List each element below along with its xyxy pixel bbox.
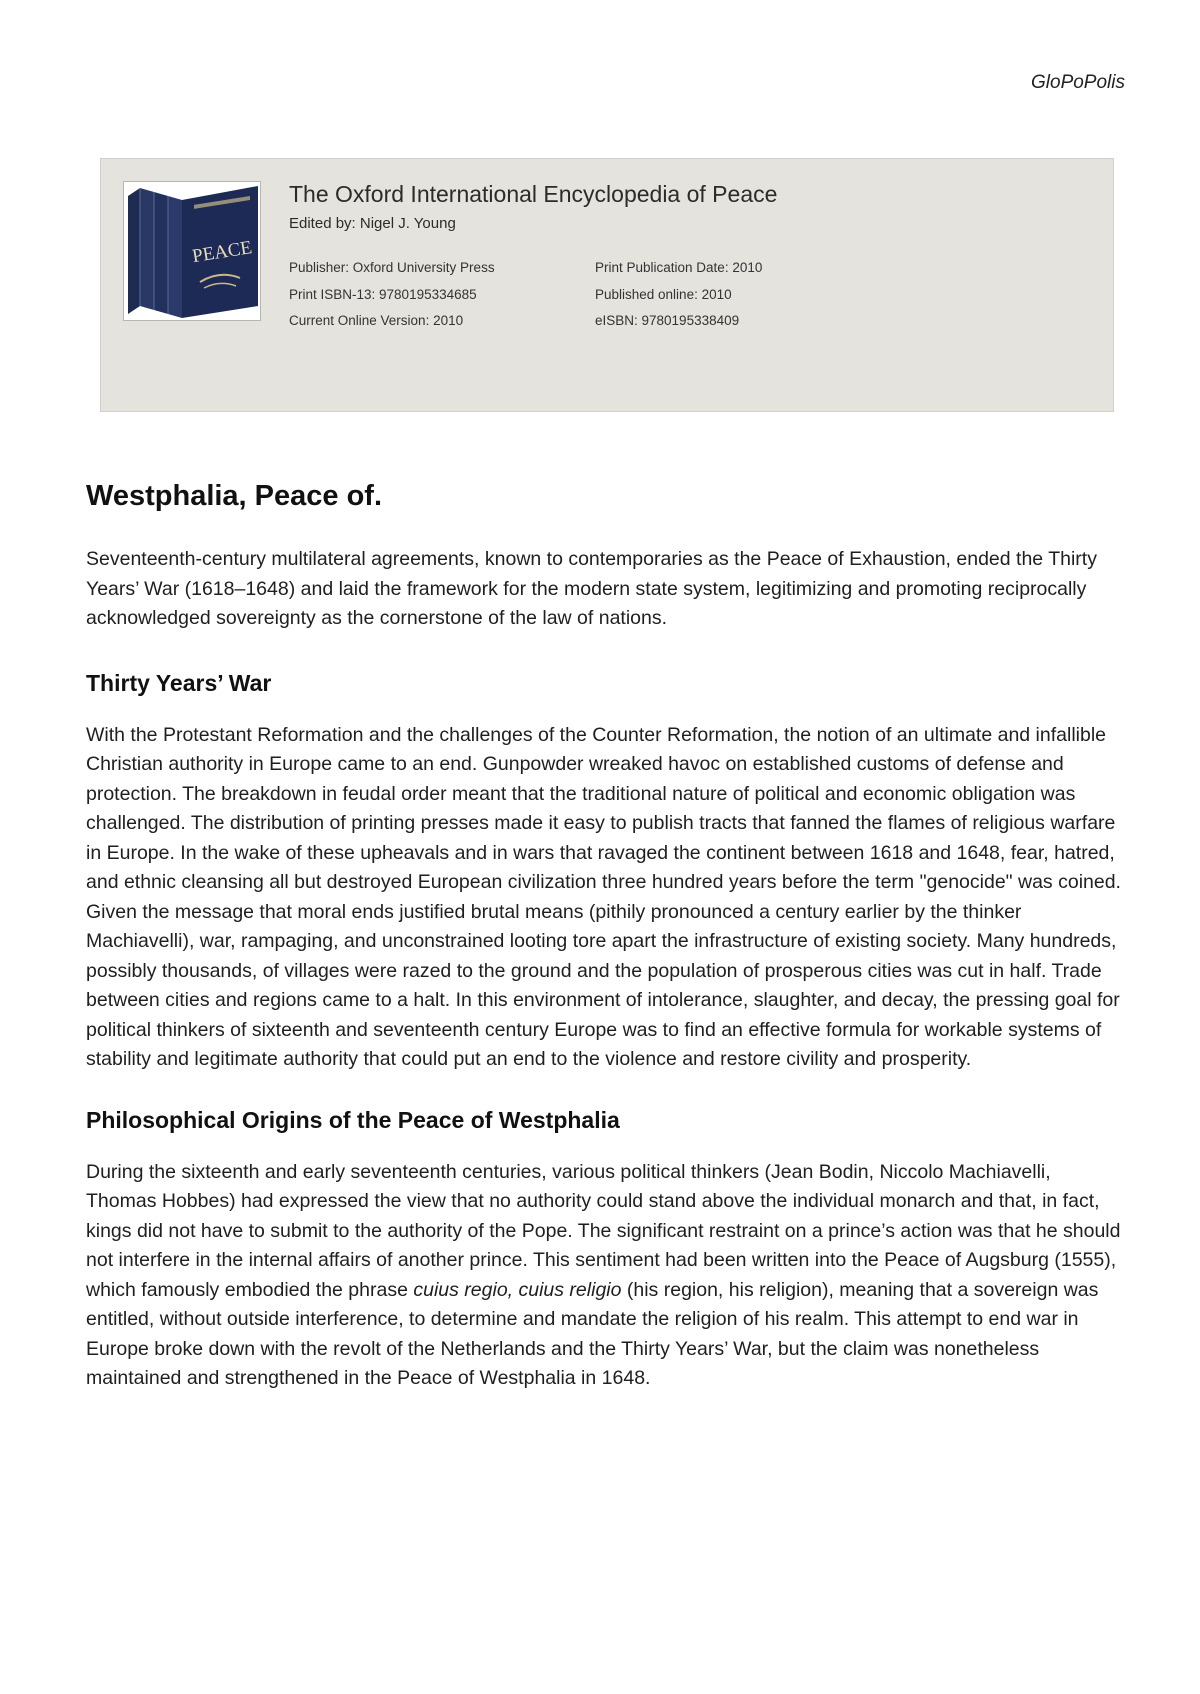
article-intro: Seventeenth-century multilateral agreements, known to contemporaries as the Peace of Exhaustion, ended the Thirty Years’ War (1618–1648) and laid the framework for the modern state system, legitimizing and promoting reciprocally acknowledged sovereignty as the cornerstone of the law of nations. (86, 548, 1097, 629)
article-title: Westphalia, Peace of. (86, 480, 383, 512)
section-heading-thirty-years-war: Thirty Years’ War (86, 669, 272, 696)
body-text-after: (his region, his religion), meaning that a sovereign was entitled, without outside interference, to determine and mandate the religion of his realm. This attempt to end war in Europe broke down with the revolt of the Netherlands and the Thirty Years’ War, but the claim was nonetheless maintained and strengthened in the Peace of Westphalia in 1648. (86, 1278, 1099, 1389)
eisbn-line: eISBN: 9780195338409 (595, 313, 740, 328)
section-body-thirty-years-war: With the Protestant Reformation and the challenges of the Counter Reformation, the notion of an ultimate and infallible Christian authority in Europe came to an end. Gunpowder wreaked havoc on established customs of defense and protection. The breakdown in feudal order meant that the traditional nature of political and economic obligation was challenged. The distribution of printing presses made it easy to publish tracts that fanned the flames of religious warfare in Europe. In the wake of these upheavals and in wars that ravaged the continent between 1618 and 1648, fear, hatred, and ethnic cleansing all but destroyed European civilization three hundred years before the term "genocide" was coined. Given the message that moral ends justified brutal means (pithily pronounced a century earlier by the thinker Machiavelli), war, rampaging, and unconstrained looting tore apart the infrastructure of existing society. Many hundreds, possibly thousands, of villages were razed to the ground and the population of prosperous cities was cut in half. Trade between cities and regions came to a halt. In this environment of intolerance, slaughter, and decay, the pressing goal for political thinkers of sixteenth and seventeenth century Europe was to find an effective formula for workable systems of stability and legitimate authority that could put an end to the violence and restore civility and prosperity. (86, 723, 1121, 1070)
publication-meta-left (289, 255, 495, 335)
article-content (86, 480, 1126, 1394)
print-date-line: Print Publication Date: 2010 (595, 260, 763, 275)
header-brand: GloPoPolis (1031, 72, 1125, 93)
body-text-before: During the sixteenth and early seventeenth centuries, various political thinkers (Jean Bodin, Niccolo Machiavelli, Thomas Hobbes) had expressed the view that no authority could stand above the individual monarch and that, in fact, kings did not have to submit to the authority of the Pope. The significant restraint on a prince’s action was that he should not interfere in the internal affairs of another prince. This sentiment had been written into the Peace of Augsburg (1555), which famously embodied the phrase (86, 1160, 1121, 1301)
publisher-line: Publisher: Oxford University Press (289, 260, 495, 275)
book-set-illustration (124, 182, 260, 320)
book-editor: Edited by: Nigel J. Young (289, 215, 456, 232)
section-body-philosophical-origins (86, 1158, 1126, 1394)
book-cover-image (123, 181, 261, 321)
published-online-line: Published online: 2010 (595, 286, 732, 302)
section-heading-philosophical-origins: Philosophical Origins of the Peace of Westphalia (86, 1106, 620, 1133)
latin-phrase: cuius regio, cuius religio (413, 1278, 622, 1301)
book-info-banner (100, 158, 1114, 412)
book-cover-word: PEACE (190, 237, 254, 268)
print-isbn-line: Print ISBN-13: 9780195334685 (289, 286, 477, 302)
online-version-line: Current Online Version: 2010 (289, 313, 464, 328)
book-title: The Oxford International Encyclopedia of Peace (289, 181, 778, 207)
publication-meta-right (595, 255, 762, 335)
